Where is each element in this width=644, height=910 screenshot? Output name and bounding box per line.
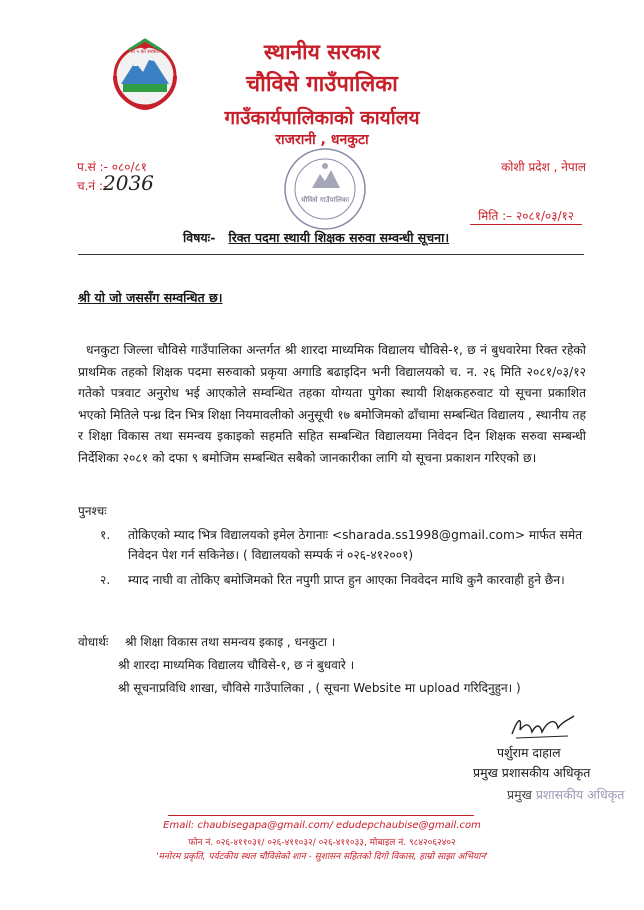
date-underline	[470, 224, 582, 225]
postscript-item	[100, 525, 586, 565]
cc-recipient: श्री शिक्षा विकास तथा समन्वय इकाइ , धनकुटा ।	[125, 635, 336, 649]
letterhead-line-1: स्थानीय सरकार	[263, 40, 381, 64]
office-seal-stamp	[282, 146, 368, 232]
cc-label: वोधार्थः	[78, 635, 109, 649]
signer-title: प्रमुख प्रशासकीय अधिकृत	[473, 765, 591, 780]
footer-phone: फोन नं. ०२६-४११०३१/ ०२६-४११०३२/ ०२६-४११०३३, मोबाइल नं. ९८४२०६२४०२	[188, 838, 456, 848]
subject-value: रिक्त पदमा स्थायी शिक्षक सरुवा सम्वन्धी सूचना।	[228, 230, 450, 245]
province-label: कोशी प्रदेश , नेपाल	[501, 160, 586, 174]
postscript-item-text: तोकिएको म्याद भित्र विद्यालयको इमेल ठेगानाः <sharada.ss1998@gmail.com> मार्फत समेत निवेदन पेश गर्न सकिनेछ। ( विद्यालयको सम्पर्क नं ०२६-४१२००१)	[128, 528, 583, 562]
footer-slogan: 'मनोरम प्रकृति, पर्यटकीय स्थल चौविसेको शान - सुशासन सहितको दिगो विकास, हाम्रो साझा अभियान'	[156, 852, 488, 862]
salutation: श्री यो जो जससँग सम्वन्धित छ।	[78, 290, 223, 305]
cc-recipient: श्री शारदा माध्यमिक विद्यालय चौविसे-१, छ नं बुधवारे ।	[118, 658, 355, 672]
chalani-number-handwritten: 2036	[103, 171, 154, 195]
postscript-item	[100, 570, 586, 590]
stamp-word-1: प्रमुख	[507, 787, 532, 802]
postscript-item-number: १.	[100, 528, 111, 542]
postscript-item-number: २.	[100, 573, 111, 587]
subject-label: विषयः-	[183, 230, 216, 245]
notice-body-paragraph: धनकुटा जिल्ला चौविसे गाउँपालिका अन्तर्गत श्री शारदा माध्यमिक विद्यालय चौविसे-१, छ नं बुधवारेमा रिक्त रहेको प्राथमिक तहको शिक्षक पदमा सरुवाको प्रकृया अगाडि बढाइदिन भनी विद्यालयको च. न. २६ मिति २०८१/०३/१२ गतेको पत्रवाट अनुरोध भई आएकोले सम्वन्धित तहका योग्यता पुगेका स्थायी शिक्षकहरुवाट यो सूचना प्रकाशित भएको मितिले पन्ध्र दिन भित्र शिक्षा नियमावलीको अनुसूची १७ बमोजिमको ढाँचामा सम्बन्धित विद्यालय , स्थानीय तह र शिक्षा विकास तथा समन्वय इकाइको सहमति सहित सम्बन्धित विद्यालयमा निवेदन दिन शिक्षक सरुवा सम्बन्धी निर्देशिका २०८१ को दफा ९ बमोजिम सम्बन्धित सबैको जानकारीका लागि यो सूचना प्रकाशन गरिएको छ।	[78, 343, 586, 465]
signer-name: पर्शुराम दाहाल	[497, 745, 561, 760]
subject-line	[183, 229, 449, 246]
emblem-banner-text: श्री ५ को सरकार	[130, 49, 160, 55]
chalani-label: च.नं :-	[77, 179, 108, 193]
footer-email: Email: chaubisegapa@gmail.com/ edudepchaubise@gmail.com	[163, 820, 481, 831]
cc-recipient: श्री सूचनाप्रविधि शाखा, चौविसे गाउँपालिका , ( सूचना Website मा upload गरिदिनुहुन। )	[118, 681, 521, 695]
handwritten-signature	[508, 712, 578, 742]
letterhead-municipality: चौविसे गाउँपालिका	[246, 72, 398, 97]
date-label: मिति :–	[478, 209, 513, 223]
postscript-label: पुनश्चः	[78, 504, 107, 518]
stamp-word-2: प्रशासकीय अधिकृत	[535, 787, 625, 802]
reference-value: ०८०/८१	[111, 160, 148, 174]
letter-date	[478, 207, 574, 224]
seal-text: चौविसे गाउँपालिका	[300, 196, 350, 204]
letterhead-address: राजरानी , धनकुटा	[275, 132, 369, 148]
reference-label: प.सं :-	[77, 160, 108, 174]
postscript-item-text: म्याद नाघी वा तोकिए बमोजिमको रित नपुगी प्राप्त हुन आएका निववेदन माथि कुनै कारवाही हुने छैन।	[128, 573, 565, 587]
footer-divider	[168, 815, 474, 816]
date-value: २०८१/०३/१२	[515, 209, 574, 223]
designation-stamp	[507, 786, 624, 803]
letterhead-office: गाउँकार्यपालिकाको कार्यालय	[224, 107, 420, 129]
header-divider	[78, 254, 584, 255]
